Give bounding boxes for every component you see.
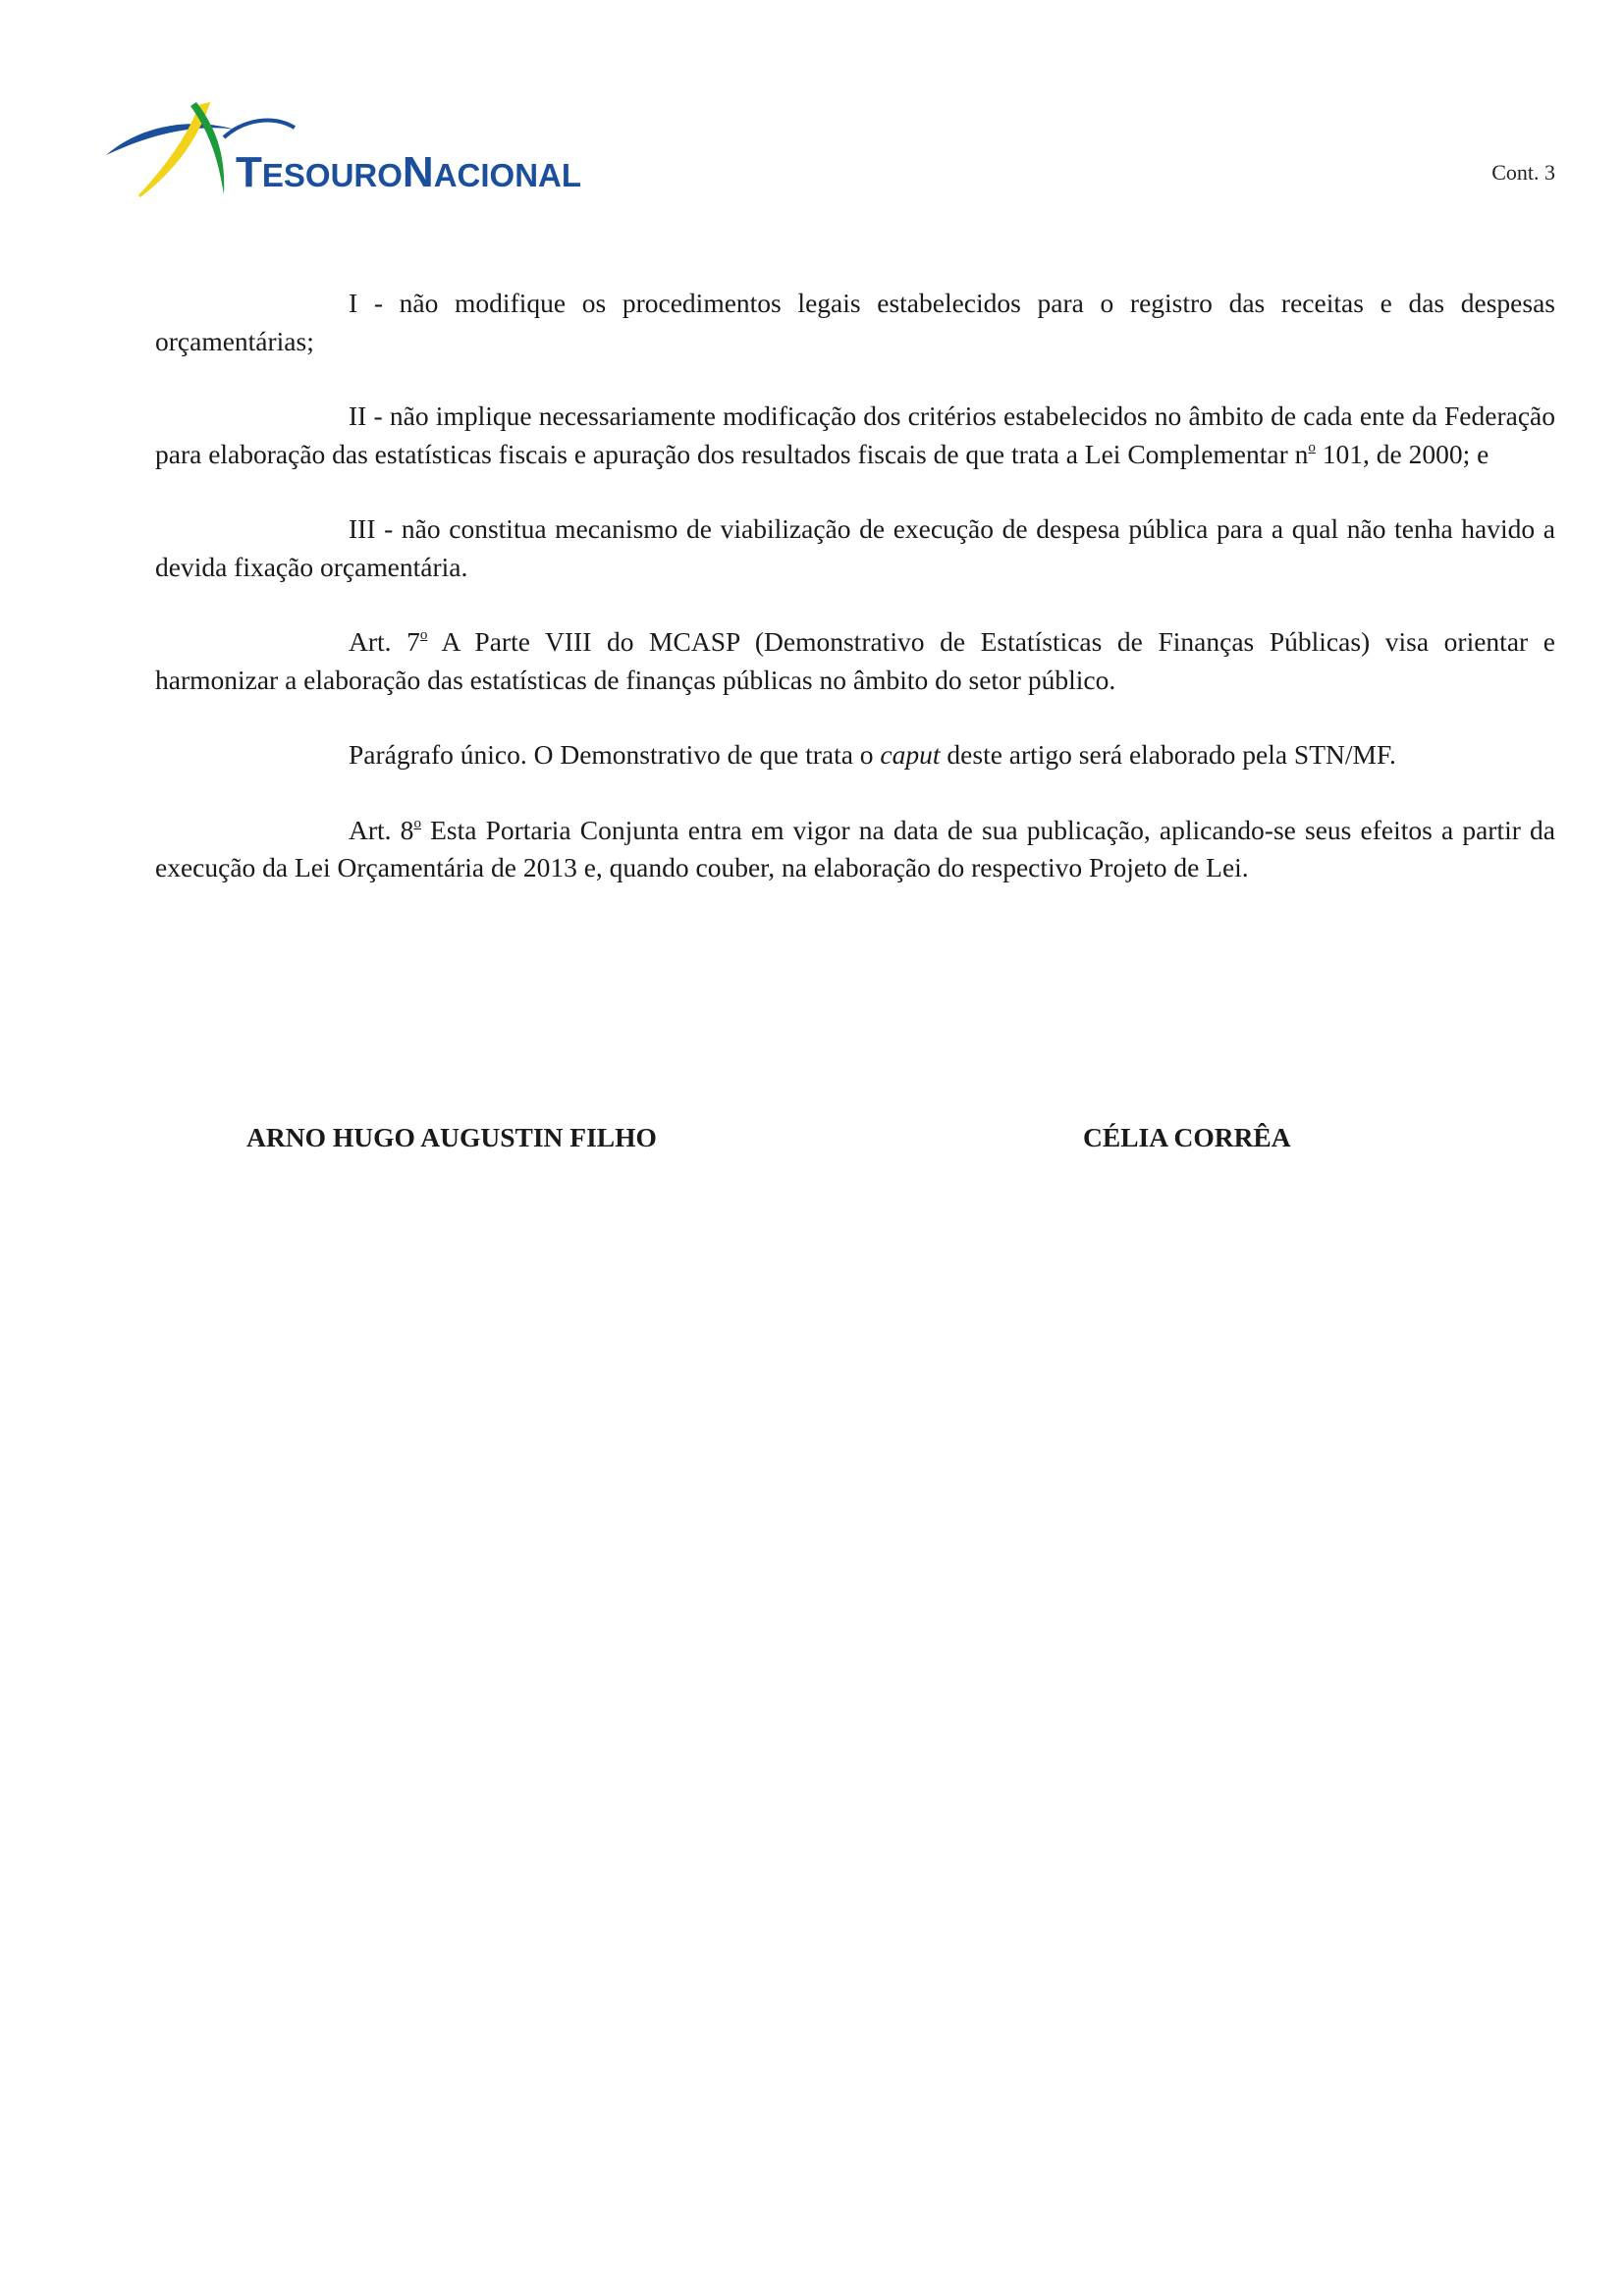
- paragraph-item-i: I - não modifique os procedimentos legais estabelecidos para o registro das receitas e das despesas orçamentárias;: [155, 288, 1555, 356]
- caput-term: caput: [880, 739, 941, 770]
- paragraph-item-iii: III - não constitua mecanismo de viabilização de execução de despesa pública para a qual não tenha havido a devida fixação orçamentária.: [155, 513, 1555, 582]
- paragraph-item-ii-end: 101, de 2000; e: [1315, 438, 1489, 469]
- article-8-text: Esta Portaria Conjunta entra em vigor na data de sua publicação, aplicando-se seus efeitos a partir da execução da Lei Orçamentária de 2013 e, quando couber, na elaboração do respectivo Projeto de Lei.: [155, 814, 1555, 882]
- ordinal-superscript: o: [413, 815, 421, 831]
- svg-text:TESOURONACIONAL: TESOURONACIONAL: [236, 148, 582, 196]
- article-8-label: Art. 8: [349, 814, 414, 845]
- article-7-label: Art. 7: [349, 626, 420, 657]
- ordinal-superscript: o: [1308, 439, 1316, 455]
- article-8: [155, 812, 1555, 887]
- ordinal-superscript: o: [419, 627, 428, 643]
- article-7-text: A Parte VIII do MCASP (Demonstrativo de Estatísticas de Finanças Públicas) visa orientar e harmonizar a elaboração das estatísticas de finanças públicas no âmbito do setor público.: [155, 626, 1555, 695]
- tesouro-nacional-logo: [98, 98, 609, 211]
- signatory-left: ARNO HUGO AUGUSTIN FILHO: [246, 1122, 657, 1152]
- paragraph-item-ii: [155, 398, 1555, 473]
- page-continuation-marker: Cont. 3: [1491, 160, 1555, 185]
- article-7: [155, 623, 1555, 699]
- paragrafo-unico: [155, 736, 1555, 774]
- signatory-right: CÉLIA CORRÊA: [1083, 1122, 1291, 1152]
- paragraph-item-ii-text: II - não implique necessariamente modificação dos critérios estabelecidos no âmbito de cada ente da Federação para elaboração das estatísticas fiscais e apuração dos resultados fiscais de que trata a Lei Complementar n: [155, 400, 1555, 469]
- paragrafo-unico-end: deste artigo será elaborado pela STN/MF.: [940, 739, 1396, 770]
- document-body: [155, 285, 1555, 925]
- paragrafo-unico-text: Parágrafo único. O Demonstrativo de que trata o: [349, 739, 881, 770]
